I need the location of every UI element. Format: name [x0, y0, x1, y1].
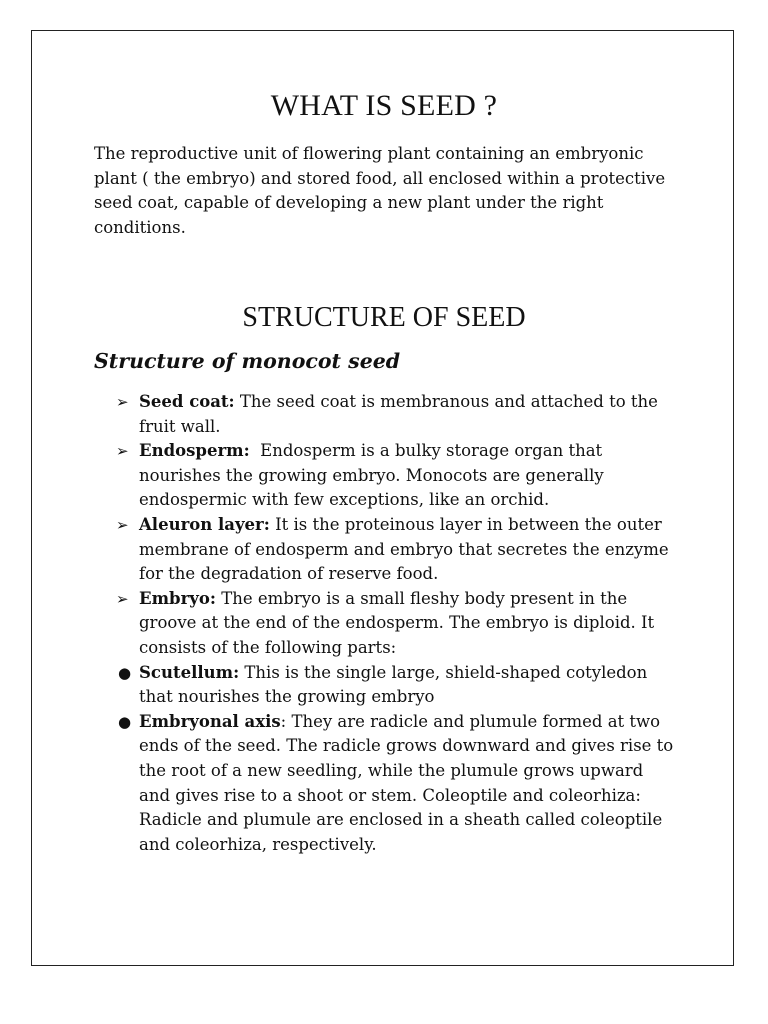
term-label: Endosperm: — [139, 441, 250, 461]
section-title: STRUCTURE OF SEED — [242, 302, 526, 333]
dot-bullet-icon: ● — [118, 663, 132, 682]
term-label: Seed coat: — [139, 392, 235, 411]
term-description: This is the single large, shield-shaped cotyledon that nourishes the growing embryo — [139, 662, 648, 707]
term-label: Embryonal axis — [139, 711, 281, 731]
list-item-seed-coat — [0, 390, 677, 439]
dot-bullet-icon: ● — [118, 712, 132, 731]
arrow-bullet-icon: ➢ — [116, 442, 129, 461]
term-description: It is the proteinous layer in between the outer membrane of endosperm and embryo that secretes the enzyme for the degradation of reserve food. — [139, 514, 669, 584]
term-label: Aleuron layer: — [139, 514, 270, 534]
arrow-bullet-icon: ➢ — [116, 515, 129, 534]
page-title: WHAT IS SEED ? — [270, 89, 498, 122]
term-description: The seed coat is membranous and attached to the fruit wall. — [139, 392, 658, 436]
arrow-bullet-icon: ➢ — [116, 589, 129, 608]
subsection-title: Structure of monocot seed — [94, 349, 401, 373]
term-description: The embryo is a small fleshy body present in the groove at the end of the endosperm. The embryo is diploid. It consists of the following parts: — [139, 588, 655, 657]
intro-paragraph: The reproductive unit of flowering plant containing an embryonic plant ( the embryo) and stored food, all enclosed within a protective seed coat, capable of developing a new plant under the right conditions. — [94, 144, 666, 237]
list-item-embryonal-axis — [0, 710, 677, 858]
list-item-embryo — [0, 587, 677, 661]
list-item-aleuron-layer — [0, 513, 677, 587]
list-item-scutellum — [0, 661, 677, 710]
list-item-endosperm — [0, 439, 677, 513]
term-description: : They are radicle and plumule formed at two ends of the seed. The radicle grows downward and gives rise to the root of a new seedling, while the plumule grows upward and gives rise to a shoot or stem. Coleoptile and coleorhiza: Radicle and plumule are enclosed in a sheath called coleoptile and coleorhiza, respectively. — [139, 711, 674, 854]
term-label: Embryo: — [139, 588, 216, 608]
arrow-bullet-icon: ➢ — [116, 393, 129, 411]
term-description: Endosperm is a bulky storage organ that nourishes the growing embryo. Monocots are generally endospermic with few exceptions, like an orchid. — [139, 441, 609, 510]
term-label: Scutellum: — [139, 662, 240, 682]
structure-list — [0, 390, 768, 857]
